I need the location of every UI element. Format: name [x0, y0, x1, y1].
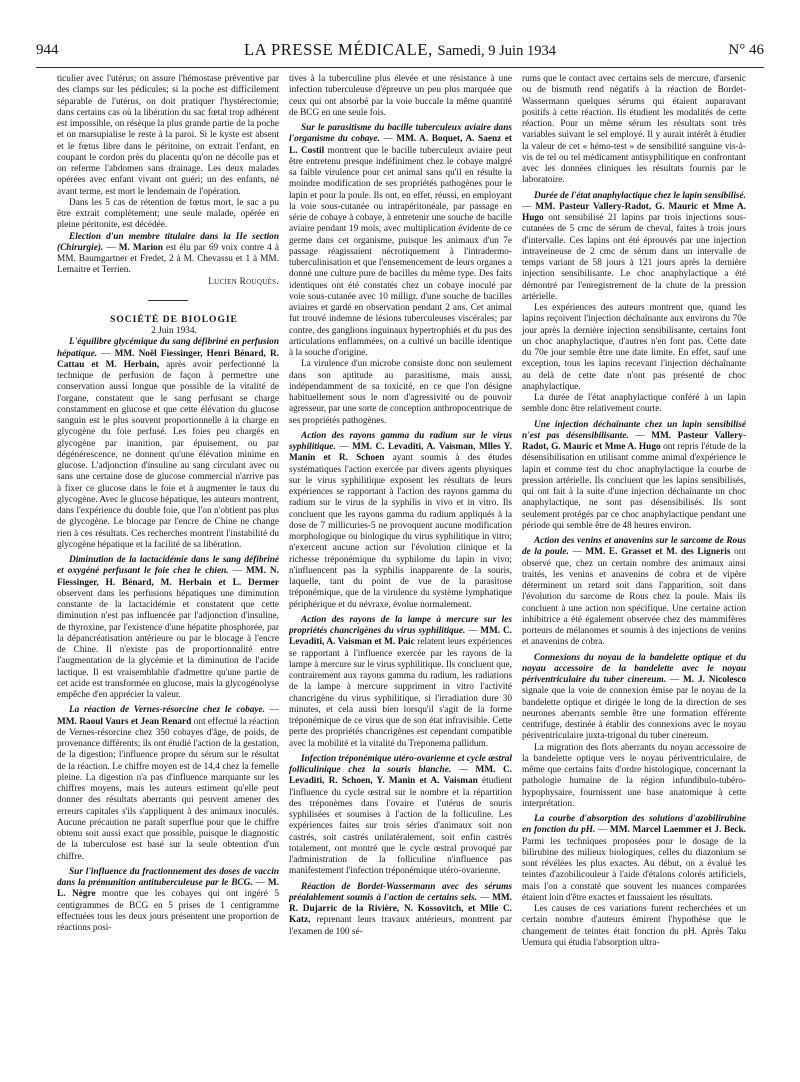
- abstract-authors: MM. C. Levaditi, R. Schoen, Y. Manin et A. Vaisman: [289, 765, 512, 787]
- section-date: 2 Juin 1934.: [151, 326, 197, 336]
- signature: Lucien Rouquès.: [208, 276, 279, 287]
- column-2: [289, 74, 512, 1070]
- abstract: L'équilibre glycémique du sang défibriné en perfusion hépatique. — MM. Noël Fiessinger, Henri Bénard, R. Cattau et M. Herbain, après avoir perfectionné la technique de perfusion de façon à permettre une conservation aussi longue que possible de la vitalité de l'organe, constatent que le sang perfusant se charge constamment en glucose et que cette élévation du glucose sanguin est le plus souvent proportionnelle à la charge en glycogène du foie perfusé. Les foies peu chargés en glycogène par inanition, par épuisement, ou par dégénérescence, ne donnent qu'une élévation minime en glucose. L'adjonction d'insuline au sang circulant avec ou sans une certaine dose de glucose commercial n'arrive pas à fixer ce glucose dans le foie et à augmenter le taux du glycogène. Avec le glucose hépatique, les auteurs montrent, dans l'expérience du double foie, que l'on n'obtient pas plus de glycogène. Le blocage par l'encre de Chine ne change rien à ces résultats. Ces recherches montrent l'instabilité du glycogène hépatique et la facilité de sa libération.: [57, 337, 279, 550]
- election-item: Election d'un membre titulaire dans la IIe section (Chirurgie). — M. Marion est élu par 69 voix contre 4 à MM. Baumgartner et Fredet, 2 à M. Chevassu et 1 à MM. Lemaitre et Terrien.: [57, 231, 279, 276]
- abstract-text: Parmi les techniques proposées pour le dosage de la bilirubine des milieux biologiques, celles du diazonium se sont révélées les plus exactes. Au début, on a évalué les teintes d'azobilicouleur à l'aide d'étalons colorés artificiels, mais l'on a constaté que souvent les nuances comparées étaient loin d'être exactes et faussaient les résultats.: [522, 836, 746, 903]
- column-1: [57, 74, 279, 1070]
- abstract-heading: Diminution de la lactacidémie dans le sang défibriné et oxygéné perfusant le foie chez le chien.: [57, 555, 279, 577]
- paragraph: Les causes de ces variations furent recherchées et un certain nombre d'auteurs émirent l'hypothèse que le changement de teintes était fonction du pH. Après Taku Uemura qui étudia l'absorption ultra-: [522, 904, 746, 948]
- abstract-text: montre que les cobayes qui ont ingéré 5 centigrammes de BCG en 5 prises de 1 centigramme effectuées tous les deux jours présentent une proportion de réactions posi-: [57, 889, 279, 933]
- paragraph: rums que le contact avec certains sels de mercure, d'arsenic ou de bismuth rend négatifs à la réaction de Bordet-Wassermann quelques sérums qui étaient auparavant positifs à cette réaction. Ils étudient les modalités de cette réaction. Pour un même sérum les résultats sont très variables suivant le sel employé. Il y aurait intérêt à étudier la valeur de cet « hémo-test » de sensibilité sanguine vis-à-vis de tel ou tel médicament antisyphilitique en confrontant avec les données cliniques les résultats fournis par le laboratoire.: [522, 74, 746, 186]
- abstract: Sur l'influence du fractionnement des doses de vaccin dans la prémunition antituberculeuse par le BCG. — M. L. Nègre montre que les cobayes qui ont ingéré 5 centigrammes de BCG en 5 prises de 1 centigramme effectuées tous les deux jours présentent une proportion de réactions posi-: [57, 866, 279, 933]
- abstract: Sur le parasitisme du bacille tuberculeux aviaire dans l'organisme du cobaye. — MM. A. Boquet, A. Saenz et L. Costil montrent que le bacille tuberculeux aviaire peut être entretenu presque indéfiniment chez le cobaye malgré sa faible virulence pour cet animal sans qu'il en résulte la moindre modification de ses propriétés pathogènes pour le lapin et pour la poule. Ils ont, en effet, réussi, en employant la voie sous-cutanée ou intrapéritonéale, par passage en série de cobaye à cobaye, à entretenir une souche de bacille aviaire pendant 19 mois, avec multiplication évidente de ce germe dans cet organisme, puisque les animaux d'un 7e passage réagissaient nécrotiquement à l'intradermo-tuberculinisation et que l'ensemencement de leurs organes a donné une culture pure de bacilles du même type. Des faits identiques ont été constatés chez un cobaye inoculé par voie sous-cutanée avec 10 milligr. d'une souche de bacilles aviaires et gardé en observation pendant 2 ans. Cet animal fut trouvé indemne de lésions tuberculeuses viscérales; par contre, des ganglions inguinaux hypertrophiés et du pus des articulations enflammées, on a cultivé un bacille identique à la souche d'origine.: [289, 123, 512, 358]
- abstract-heading: Action des rayons gamma du radium sur le virus syphilitique.: [289, 430, 512, 452]
- abstract-text: après avoir perfectionné la technique de perfusion de façon à permettre une conservation aussi longue que possible de la vitalité de l'organe, constatent que le sang perfusant se charge constamment en glucose et que cette élévation du glucose sanguin est le plus souvent proportionnelle à la charge en glycogène du foie perfusé. Les foies peu chargés en glycogène par inanition, par épuisement, ou par dégénérescence, ne donnent qu'une élévation minime en glucose. L'adjonction d'insuline au sang circulant avec ou sans une certaine dose de glucose commercial n'arrive pas à fixer ce glucose dans le foie et à augmenter le taux du glycogène. Avec le glucose hépatique, les auteurs montrent, dans l'expérience du double foie, que l'on n'obtient pas plus de glycogène. Le blocage par l'encre de Chine ne change rien à ces résultats. Ces recherches montrent l'instabilité du glycogène hépatique et la facilité de sa libération.: [57, 359, 279, 550]
- abstract-text: ont effectué la réaction de Vernes-résorcine chez 350 cobayes d'âge, de poids, de provenance différents; ils ont étudié l'action de la gestation, de la digestion; l'influence propre du sérum sur le résultat de la réaction. Le chiffre moyen est de 14,4 chez la femelle pleine. La digestion n'a pas d'influence marquante sur les chiffres moyens, mais les auteurs estiment qu'elle peut donner des résultats aberrants qui peuvent amener des erreurs capitales s'ils s'appliquent à des animaux inoculés. Aucune précaution ne paraît superflue pour que le chiffre obtenu soit aussi exact que possible, puisque le diagnostic de la tuberculose est basé sur la seule obtention d'un chiffre.: [57, 716, 279, 862]
- paragraph: tives à la tuberculine plus élevée et une résistance à une infection tuberculeuse d'épreuve un peu plus marquée que ceux qui ont absorbé par la voie buccale la même quantité de BCG en une seule fois.: [289, 74, 512, 118]
- abstract-authors: MM. C. Levaditi, A. Vaisman, Mlles Y. Manin et R. Schoen: [289, 442, 512, 464]
- abstract-heading: Sur le parasitisme du bacille tuberculeux aviaire dans l'organisme du cobaye.: [289, 123, 512, 145]
- abstract-heading: Infection tréponémique utéro-ovarienne et cycle œstral folliculinique chez la souris blanche.: [289, 753, 512, 775]
- paragraph: La virulence d'un microbe consiste donc non seulement dans son aptitude au parasitisme, mais aussi, indépendamment de sa toxicité, en ce que l'on désigne habituellement sous le nom d'agressivité ou de pouvoir agresseur, par une sorte de conception anthropocentrique de ses propriétés pathogènes.: [289, 359, 512, 426]
- page-number: 944: [36, 42, 59, 58]
- abstract-heading: La réaction de Vernes-résorcine chez le cobaye.: [69, 705, 265, 716]
- header-rule: [36, 67, 764, 68]
- column-3: [522, 74, 746, 1070]
- abstract-text: relatent leurs expériences se rapportant à l'influence exercée par les rayons de la lampe à mercure sur le virus syphilitique. Ils concluent que, contrairement aux rayons gamma du radium, les radiations de la lampe à mercure suppriment in vitro l'activité chancrigène du virus syphilitique, si l'irradiation dure 30 minutes, et cela aussi bien lorsqu'il s'agit de la forme tréponémique de ce virus que de son état infravisible. Cette perte des propriétés chancrigènes est cependant compatible avec la mobilité et la vitalité du Treponema pallidum.: [289, 637, 512, 749]
- issue-date: Samedi, 9 Juin 1934: [437, 43, 556, 59]
- abstract-authors: MM. E. Grasset et M. des Ligneris: [585, 547, 731, 558]
- election-authors: M. Marion: [118, 242, 163, 253]
- journal-title: LA PRESSE MÉDICALE,: [244, 40, 433, 59]
- abstract-text: étudient l'influence du cycle œstral sur le nombre et la répartition des tréponèmes dans l'ovaire et l'utérus de souris syphilisées et soumises à l'action de la folliculine. Les expériences faites sur trois séries d'animaux soit non castrés, soit castrés unilatéralement, soit enfin castrés totalement, ont montré que le cycle œstral provoqué par l'administration de la folliculine n'influence pas manifestement l'infection tréponémique utéro-ovarienne.: [289, 776, 512, 877]
- abstract: Action des venins et anavenins sur le sarcome de Rous de la poule. — MM. E. Grasset et M. des Ligneris ont observé que, chez un certain nombre des animaux ainsi traités, les venins et anavenins de cobra et de vipère déterminent un retard soit dans l'apparition, soit dans l'évolution du sarcome de Rous chez la poule. Mais ils concluent à une action non spécifique. Une certaine action inhibitrice a été également observée chez des mammifères porteurs de mélanomes et soumis à des injections de venins et anavenins de cobra.: [522, 536, 746, 648]
- abstract-authors: M. L. Nègre: [57, 878, 279, 900]
- abstract: Action des rayons de la lampe à mercure sur les propriétés chancrigènes du virus syphilitique. — MM. C. Levaditi, A. Vaisman et M. Paic relatent leurs expériences se rapportant à l'influence exercée par les rayons de la lampe à mercure sur le virus syphilitique. Ils concluent que, contrairement aux rayons gamma du radium, les radiations de la lampe à mercure suppriment in vitro l'activité chancrigène du virus syphilitique, si l'irradiation dure 30 minutes, et cela aussi bien lorsqu'il s'agit de la forme tréponémique de ce virus que de son état infravisible. Cette perte des propriétés chancrigènes est cependant compatible avec la mobilité et la vitalité du Treponema pallidum.: [289, 614, 512, 749]
- abstract: Diminution de la lactacidémie dans le sang défibriné et oxygéné perfusant le foie chez le chien. — MM. N. Fiessinger, H. Bénard, M. Herbain et L. Dermer observent dans les perfusions hépatiques une diminution constante de la lactacidémie et constatent que cette diminution n'est pas influencée par l'adjonction d'insuline, de thyroxine, par l'existence d'une hépatite phosphorée, par la dépancréatisation antérieure ou par le blocage à l'encre de Chine. Il n'existe pas de proportionnalité entre l'augmentation de la glycémie et la diminution de l'acide lactique. Il est vraisemblable d'admettre qu'une partie de cet acide est transformée en glucose, mais la glycogénolyse empêche d'en apprécier la valeur.: [57, 555, 279, 700]
- abstract-text: ont observé que, chez un certain nombre des animaux ainsi traités, les venins et anavenins de cobra et de vipère déterminent un retard soit dans l'apparition, soit dans l'évolution du sarcome de Rous chez la poule. Mais ils concluent à une action non spécifique. Une certaine action inhibitrice a été également observée chez des mammifères porteurs de mélanomes et soumis à des injections de venins et anavenins de cobra.: [522, 547, 746, 648]
- paragraph: ticulier avec l'utérus; on assure l'hémostase préventive par des clamps sur les pédicules; si la poche est difficilement séparable de l'utérus, on doit pratiquer l'hystérectomie; dans certains cas où la libération du sac fœtal trop adhérent est impossible, on résèque la plus grande partie de la poche et on marsupialise le reste à la paroi. Si le kyste est absent et le fœtus libre dans le péritoine, on extrait l'enfant, en coupant le cordon près du placenta qu'on ne décolle pas et on referme l'abdomen sans drainage. Les deux malades opérées avec enfant vivant ont guéri; un des enfants, né avant terme, est mort le lendemain de l'opération.: [57, 74, 279, 197]
- election-text: est élu par 69 voix contre 4 à MM. Baumgartner et Fredet, 2 à M. Chevassu et 1 à MM. Lemaitre et Terrien.: [57, 242, 279, 276]
- abstract-authors: MM. N. Fiessinger, H. Bénard, M. Herbain et L. Dermer: [57, 566, 279, 588]
- abstract-authors: MM. Marcel Laemmer et J. Beck.: [609, 825, 746, 836]
- abstract-authors: MM. Pasteur Vallery-Radot, G. Mauric et Mme A. Hugo: [522, 430, 746, 452]
- section-title: SOCIÉTÉ DE BIOLOGIE: [110, 314, 238, 325]
- abstract: Réaction de Bordet-Wassermann avec des sérums préalablement soumis à l'action de certains sels. — MM. R. Dujarric de la Rivière, N. Kossovitch, et Mlle C. Katz, reprenant leurs travaux antérieurs, montrent par l'examen de 100 sé-: [289, 881, 512, 937]
- paragraph: Dans les 5 cas de rétention de fœtus mort, le sac a pu être extrait complètement; une seule malade, opérée en pleine péritonite, est décédée.: [57, 197, 279, 231]
- abstract-authors: MM. R. Dujarric de la Rivière, N. Kossovitch, et Mlle C. Katz,: [289, 892, 512, 926]
- abstract-authors: M. J. Nicolesco: [683, 675, 746, 685]
- abstract-heading: Connexions du noyau de la bandelette optique et du noyau accessoire de la bandelette avec le noyau périventriculaire du tuber cinereum.: [522, 652, 746, 685]
- abstract-authors: MM. Raoul Vaurs et Jean Renard: [57, 716, 192, 727]
- paragraph: La durée de l'état anaphylactique conféré à un lapin semble donc être relativement courte.: [522, 393, 746, 415]
- abstract: Infection tréponémique utéro-ovarienne et cycle œstral folliculinique chez la souris blanche. — MM. C. Levaditi, R. Schoen, Y. Manin et A. Vaisman étudient l'influence du cycle œstral sur le nombre et la répartition des tréponèmes dans l'ovaire et l'utérus de souris syphilisées et soumises à l'action de la folliculine. Les expériences faites sur trois séries d'animaux soit non castrés, soit castrés unilatéralement, soit enfin castrés totalement, ont montré que le cycle œstral provoqué par l'administration de la folliculine n'influence pas manifestement l'infection tréponémique utéro-ovarienne.: [289, 753, 512, 877]
- abstract-heading: La courbe d'absorption des solutions d'azobilirubine en fonction du pH.: [522, 814, 746, 836]
- abstract-authors: MM. C. Levaditi, A. Vaisman et M. Paic: [289, 626, 512, 648]
- abstract: Action des rayons gamma du radium sur le virus syphilitique. — MM. C. Levaditi, A. Vaisman, Mlles Y. Manin et R. Schoen ayant soumis à des études systématiques l'action exercée par divers agents physiques sur le virus syphilitique exposent les résultats de leurs expériences se rapportant à l'action des rayons gamma du radium sur le virus de la syphilis in vivo et in vitro. Ils concluent que les rayons gamma du radium appliqués à la dose de 7 millicuries-5 ne provoquent aucune modification morphologique ou biologique du virus syphilitique in vitro; n'exercent aucune action sur l'évolution clinique et la richesse tréponémique du syphilome du lapin in vivo; n'influencent pas la syphilis inapparente de la souris, laquelle, tant du point de vue de la parasitose tréponémique, que de la virulence du système lymphatique périphérique et du névraxe, évolue normalement.: [289, 430, 512, 610]
- abstract-text: observent dans les perfusions hépatiques une diminution constante de la lactacidémie et constatent que cette diminution n'est pas influencée par l'adjonction d'insuline, de thyroxine, par l'existence d'une hépatite phosphorée, par la dépancréatisation antérieure ou par le blocage à l'encre de Chine. Il n'existe pas de proportionnalité entre l'augmentation de la glycémie et la diminution de l'acide lactique. Il est vraisemblable d'admettre qu'une partie de cet acide est transformée en glucose, mais la glycogénolyse empêche d'en apprécier la valeur.: [57, 588, 279, 700]
- abstract: Une injection déchaînante chez un lapin sensibilisé n'est pas désensibilisante. — MM. Pasteur Vallery-Radot, G. Mauric et Mme A. Hugo ont repris l'étude de la désensibilisation en utilisant comme animal d'expérience le lapin et comme test du choc anaphylactique la courbe de pression artérielle. Ils concluent que les lapins sensibilisés, qui ont fait à la suite d'une injection déchaînante un choc anaphylactique, ne sont pas désensibilisés. Ils sont seulement protégés par ce choc anaphylactique pendant une période qui semble être de 48 heures environ.: [522, 419, 746, 531]
- abstract-text: signale que la voie de connexion émise par le noyau de la bandelette optique et dirigée le long de la direction de ses neurones aberrants semble être une formation efférente centrifuge, destinée à établir des connexions avec le noyau périventriculaire juxta-trigonal du tuber cinereum.: [522, 686, 746, 742]
- abstract-heading: L'équilibre glycémique du sang défibriné en perfusion hépatique.: [57, 337, 279, 359]
- page-header: [36, 42, 764, 68]
- abstract-text: montrent que le bacille tuberculeux aviaire peut être entretenu presque indéfiniment chez le cobaye malgré sa faible virulence pour cet animal sans qu'il en résulte la moindre modification de ses propriétés pathogènes pour le lapin et pour la poule. Ils ont, en effet, réussi, en employant la voie sous-cutanée ou intrapéritonéale, par passage en série de cobaye à cobaye, à entretenir une souche de bacille aviaire pendant 19 mois, avec multiplication évidente de ce germe dans cet organisme, puisque les animaux d'un 7e passage réagissaient nécrotiquement à l'intradermo-tuberculinisation et que l'ensemencement de leurs organes a donné une culture pure de bacilles du même type. Des faits identiques ont été constatés chez un cobaye inoculé par voie sous-cutanée avec 10 milligr. d'une souche de bacilles aviaires et gardé en observation pendant 2 ans. Cet animal fut trouvé indemne de lésions tuberculeuses viscérales; par contre, des ganglions inguinaux hypertrophiés et du pus des articulations enflammées, on a cultivé un bacille identique à la souche d'origine.: [289, 145, 512, 358]
- abstract-text: ayant soumis à des études systématiques l'action exercée par divers agents physiques sur le virus syphilitique exposent les résultats de leurs expériences se rapportant à l'action des rayons gamma du radium sur le virus de la syphilis in vivo et in vitro. Ils concluent que les rayons gamma du radium appliqués à la dose de 7 millicuries-5 ne provoquent aucune modification morphologique ou biologique du virus syphilitique in vitro; n'exercent aucune action sur l'évolution clinique et la richesse tréponémique du syphilome du lapin in vivo; n'influencent pas la syphilis inapparente de la souris, laquelle, tant du point de vue de la parasitose tréponémique, que de la virulence du système lymphatique périphérique et du névraxe, évolue normalement.: [289, 453, 512, 610]
- abstract-heading: Sur l'influence du fractionnement des doses de vaccin dans la prémunition antituberculeuse par le BCG.: [57, 866, 279, 888]
- section-divider: [148, 300, 188, 301]
- paragraph: Les expériences des auteurs montrent que, quand les lapins reçoivent l'injection déchaînante aux environs du 70e jour après la dernière injection sensibilisante, certains font un choc anaphylactique, d'autres n'en font pas. Cette date du 70e jour semble être une date limite. En effet, sauf une exception, tous les lapins recevant l'injection déchaînante au delà de cette date n'ont pas présenté de choc anaphylactique.: [522, 303, 746, 392]
- abstract-heading: Une injection déchaînante chez un lapin sensibilisé n'est pas désensibilisante.: [522, 419, 746, 441]
- abstract: Connexions du noyau de la bandelette optique et du noyau accessoire de la bandelette avec le noyau périventriculaire du tuber cinereum. — M. J. Nicolesco signale que la voie de connexion émise par le noyau de la bandelette optique et dirigée le long de la direction de ses neurones aberrants semble être une formation efférente centrifuge, destinée à établir des connexions avec le noyau périventriculaire juxta-trigonal du tuber cinereum.: [522, 652, 746, 742]
- abstract: La réaction de Vernes-résorcine chez le cobaye. — MM. Raoul Vaurs et Jean Renard ont effectué la réaction de Vernes-résorcine chez 350 cobayes d'âge, de poids, de provenance différents; ils ont étudié l'action de la gestation, de la digestion; l'influence propre du sérum sur le résultat de la réaction. Le chiffre moyen est de 14,4 chez la femelle pleine. La digestion n'a pas d'influence marquante sur les chiffres moyens, mais les auteurs estiment qu'elle peut donner des résultats aberrants qui peuvent amener des erreurs capitales s'ils s'appliquent à des animaux inoculés. Aucune précaution ne paraît superflue pour que le chiffre obtenu soit aussi exact que possible, puisque le diagnostic de la tuberculose est basé sur la seule obtention d'un chiffre.: [57, 705, 279, 862]
- abstract-heading: Action des venins et anavenins sur le sarcome de Rous de la poule.: [522, 536, 746, 558]
- abstract-text: ont repris l'étude de la désensibilisation en utilisant comme animal d'expérience le lapin et comme test du choc anaphylactique la courbe de pression artérielle. Ils concluent que les lapins sensibilisés, qui ont fait à la suite d'une injection déchaînante un choc anaphylactique, ne sont pas désensibilisés. Ils sont seulement protégés par ce choc anaphylactique pendant une période qui semble être de 48 heures environ.: [522, 442, 746, 531]
- abstract-text: reprenant leurs travaux antérieurs, montrent par l'examen de 100 sé-: [289, 915, 512, 937]
- abstract-text: ont sensibilisé 21 lapins par trois injections sous-cutanées de 5 cmc de sérum de cheval, faites à trois jours d'intervalle. Ces lapins ont été éprouvés par une injection intraveineuse de 2 cmc de sérum dans un intervalle de temps variant de 58 jours à 121 jours après la dernière injection sensibilisante. Le choc anaphylactique a été démontré par l'enregistrement de la chute de la pression artérielle.: [522, 213, 746, 302]
- abstract-heading: Réaction de Bordet-Wassermann avec des sérums préalablement soumis à l'action de certains sels.: [289, 881, 512, 903]
- abstract-heading: Action des rayons de la lampe à mercure sur les propriétés chancrigènes du virus syphilitique.: [289, 614, 512, 636]
- abstract-authors: MM. A. Boquet, A. Saenz et L. Costil: [289, 134, 512, 156]
- abstract-authors: MM. Noël Fiessinger, Henri Bénard, R. Cattau et M. Herbain,: [57, 348, 279, 370]
- abstract-authors: MM. Pasteur Vallery-Radot, G. Mauric et Mme A. Hugo: [522, 201, 746, 223]
- journal-title-line: [36, 40, 764, 60]
- paragraph: La migration des flots aberrants du noyau accessoire de la bandelette optique vers le noyau périventriculaire, de même que certains faits d'ordre histologique, concernant la pathologie humaine de la région infundibulo-tubéro-hypophysaire, fournissent une base anatomique à cette interprétation.: [522, 742, 746, 809]
- abstract-heading: Durée de l'état anaphylactique chez le lapin sensibilisé.: [534, 190, 746, 201]
- issue-number: N° 46: [728, 42, 764, 58]
- abstract: Durée de l'état anaphylactique chez le lapin sensibilisé. — MM. Pasteur Vallery-Radot, G. Mauric et Mme A. Hugo ont sensibilisé 21 lapins par trois injections sous-cutanées de 5 cmc de sérum de cheval, faites à trois jours d'intervalle. Ces lapins ont été éprouvés par une injection intraveineuse de 2 cmc de sérum dans un intervalle de temps variant de 58 jours à 121 jours après la dernière injection sensibilisante. Le choc anaphylactique a été démontré par l'enregistrement de la chute de la pression artérielle.: [522, 190, 746, 302]
- abstract: La courbe d'absorption des solutions d'azobilirubine en fonction du pH. — MM. Marcel Laemmer et J. Beck. Parmi les techniques proposées pour le dosage de la bilirubine des milieux biologiques, celles du diazonium se sont révélées les plus exactes. Au début, on a évalué les teintes d'azobilicouleur à l'aide d'étalons colorés artificiels, mais l'on a constaté que souvent les nuances comparées étaient loin d'être exactes et faussaient les résultats.: [522, 814, 746, 903]
- election-heading: Election d'un membre titulaire dans la IIe section (Chirurgie).: [57, 231, 279, 253]
